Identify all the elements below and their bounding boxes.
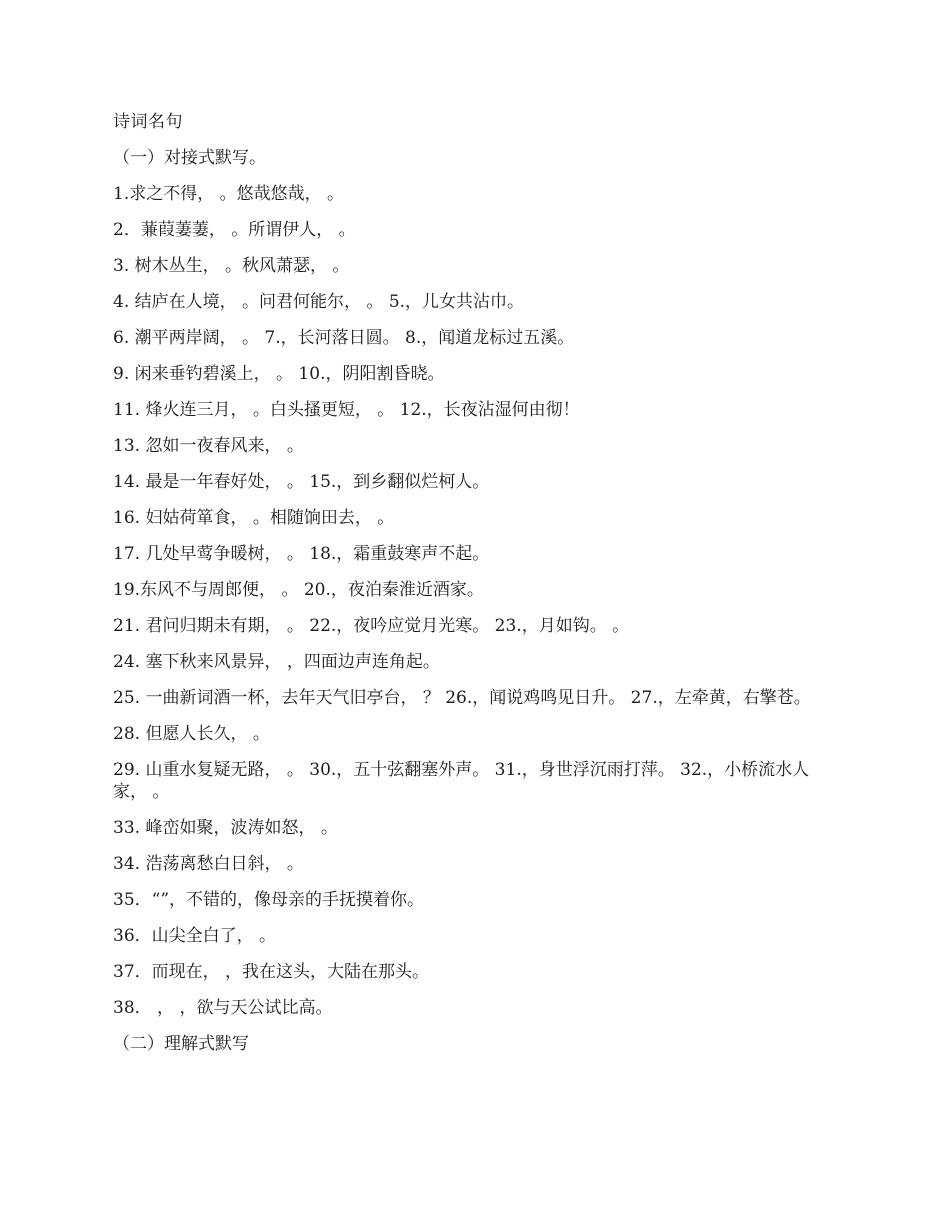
question-line: 36．山尖全白了， 。: [113, 926, 277, 946]
question-line: 14. 最是一年春好处， 。 15.，到乡翻似烂柯人。: [113, 472, 490, 492]
question-line: 3. 树木丛生， 。秋风萧瑟， 。: [113, 256, 350, 276]
question-line: 21. 君问归期未有期， 。 22.，夜吟应觉月光寒。 23.，月如钩。 。: [113, 616, 630, 636]
question-line: 9. 闲来垂钓碧溪上， 。 10.，阴阳割昏晓。: [113, 364, 445, 384]
document-body: [113, 111, 833, 1069]
question-line: 37．而现在， ，我在这头，大陆在那头。: [113, 962, 430, 982]
question-line: 1.求之不得， 。悠哉悠哉， 。: [113, 184, 345, 204]
section-heading-2: （二）理解式默写: [113, 1034, 249, 1054]
question-line: 13. 忽如一夜春风来， 。: [113, 436, 304, 456]
section-heading-1: （一）对接式默写。: [113, 148, 266, 168]
question-line: 28. 但愿人长久， 。: [113, 724, 270, 744]
question-line: 34. 浩荡离愁白日斜， 。: [113, 854, 304, 874]
question-line: 19.东风不与周郎便， 。 20.，夜泊秦淮近酒家。: [113, 580, 484, 600]
question-line: 2．蒹葭萋萋， 。所谓伊人， 。: [113, 220, 356, 240]
question-line: 35．“”，不错的，像母亲的手抚摸着你。: [113, 890, 425, 910]
question-line: 4. 结庐在人境， 。问君何能尔， 。 5.，儿女共沾巾。: [113, 292, 525, 312]
document-title: 诗词名句: [113, 112, 183, 132]
question-line: 16. 妇姑荷箪食， 。相随饷田去， 。: [113, 508, 395, 528]
question-line: 33. 峰峦如聚，波涛如怒， 。: [113, 818, 338, 838]
question-line: 6. 潮平两岸阔， 。 7.，长河落日圆。 8.，闻道龙标过五溪。: [113, 328, 575, 348]
question-line: 29. 山重水复疑无路， 。 30.，五十弦翻塞外声。 31.，身世浮沉雨打萍。 32.，小桥流水人家， 。: [113, 760, 810, 802]
question-line: 17. 几处早莺争暖树， 。 18.，霜重鼓寒声不起。: [113, 544, 490, 564]
question-line: 24. 塞下秋来风景异， ，四面边声连角起。: [113, 652, 440, 672]
question-line: 38． ， ，欲与天公试比高。: [113, 998, 333, 1018]
question-line: 25. 一曲新词酒一杯，去年天气旧亭台， ？ 26.，闻说鸡鸣见日升。 27.，左牵黄，右擎苍。: [113, 688, 811, 708]
question-line: 11. 烽火连三月， 。白头搔更短， 。 12.，长夜沾湿何由彻！: [113, 400, 580, 420]
